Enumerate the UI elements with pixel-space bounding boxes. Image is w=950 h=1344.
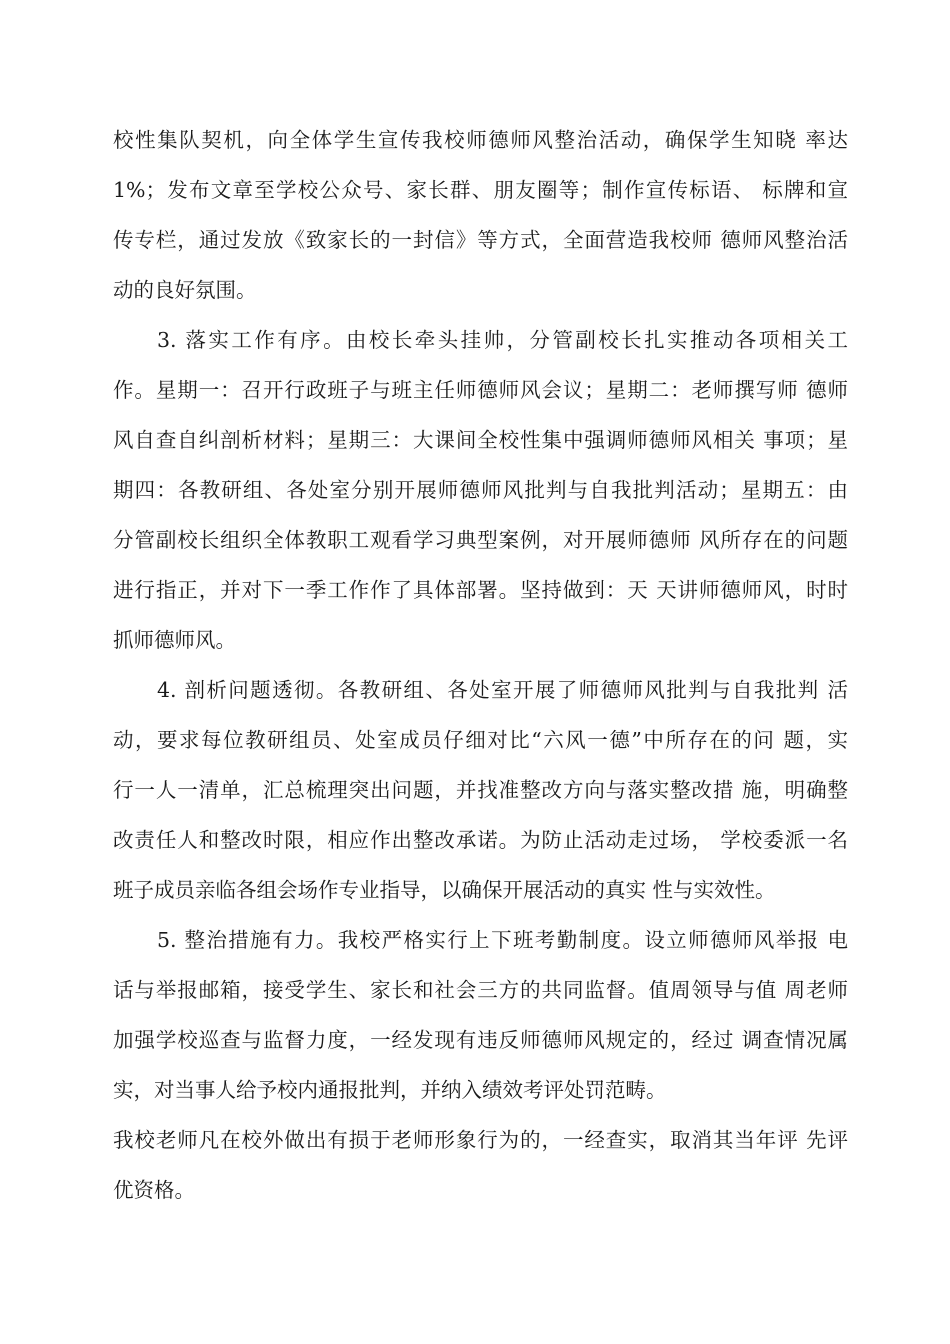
text-line: 1%；发布文章至学校公众号、家长群、朋友圈等；制作宣传标语、 标牌和宣 — [113, 178, 848, 202]
text-line: 期四：各教研组、各处室分别开展师德师风批判与自我批判活动；星期五：由 — [113, 478, 848, 502]
text-line: 改责任人和整改时限，相应作出整改承诺。为防止活动走过场， 学校委派一名 — [113, 828, 848, 852]
text-line: 校性集队契机，向全体学生宣传我校师德师风整治活动，确保学生知晓 率达 — [113, 128, 848, 152]
text-line: 加强学校巡查与监督力度，一经发现有违反师德师风规定的，经过 调查情况属 — [113, 1028, 848, 1052]
text-line: 风自查自纠剖析材料；星期三：大课间全校性集中强调师德师风相关 事项；星 — [113, 428, 848, 452]
text-line: 进行指正，并对下一季工作作了具体部署。坚持做到：天 天讲师德师风，时时 — [113, 578, 848, 602]
text-line: 动，要求每位教研组员、处室成员仔细对比“六风一德”中所存在的问 题，实 — [113, 728, 848, 752]
text-line: 优资格。 — [113, 1178, 195, 1202]
text-line: 传专栏，通过发放《致家长的一封信》等方式，全面营造我校师 德师风整治活 — [113, 228, 848, 252]
text-line: 班子成员亲临各组会场作专业指导，以确保开展活动的真实 性与实效性。 — [113, 878, 776, 902]
paragraph-heading-line: 4. 剖析问题透彻。各教研组、各处室开展了师德师风批判与自我批判 活 — [157, 678, 848, 702]
text-line: 行一人一清单，汇总梳理突出问题，并找准整改方向与落实整改措 施，明确整 — [113, 778, 848, 802]
text-line: 作。星期一：召开行政班子与班主任师德师风会议；星期二：老师撰写师 德师 — [113, 378, 848, 402]
text-line: 抓师德师风。 — [113, 628, 236, 652]
text-line: 动的良好氛围。 — [113, 278, 257, 302]
paragraph-heading-line: 3. 落实工作有序。由校长牵头挂帅，分管副校长扎实推动各项相关工 — [157, 328, 848, 352]
text-line: 话与举报邮箱，接受学生、家长和社会三方的共同监督。值周领导与值 周老师 — [113, 978, 848, 1002]
text-line: 实，对当事人给予校内通报批判，并纳入绩效考评处罚范畴。 — [113, 1078, 667, 1102]
paragraph-heading-line: 5. 整治措施有力。我校严格实行上下班考勤制度。设立师德师风举报 电 — [157, 928, 848, 952]
text-line: 我校老师凡在校外做出有损于老师形象行为的，一经查实，取消其当年评 先评 — [113, 1128, 848, 1152]
text-line: 分管副校长组织全体教职工观看学习典型案例，对开展师德师 风所存在的问题 — [113, 528, 848, 552]
